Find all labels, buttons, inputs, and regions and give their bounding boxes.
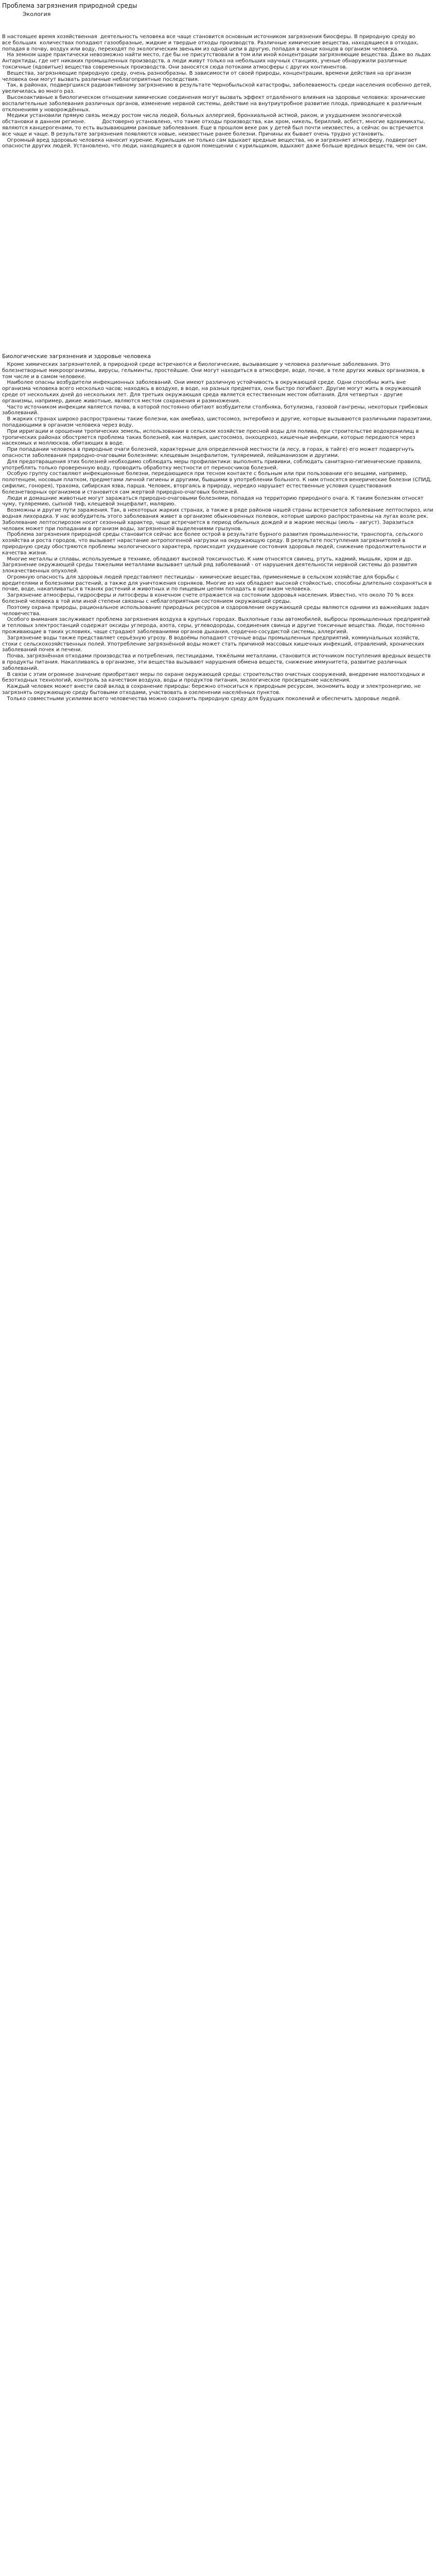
- section-heading: Биологические загрязнения и здоровье человека: [2, 353, 151, 360]
- page-title: Проблема загрязнения природной среды: [2, 2, 137, 9]
- intro-text: В настоящее время хозяйственная деятельность человека все чаще становится основным источником загрязнения биосферы. В природную среду во все больших количествах попадают газообразные, жидкие и твердые отходы производств. Различные химические вещества, находящиеся в отходах, попадая в почву, воздух или воду, переходят по экологическим звеньям из одной цепи в другую, попадая в конце концов в организм человека. На земном шаре практически невозможно найти место, где бы не присутствовали в том или иной концентрации загрязняющие вещества. Даже во льдах Антарктиды, где нет никаких промышленных производств, а люди живут только на небольших научных станциях, ученые обнаружили различные токсичные (ядовитые) вещества современных производств. Они заносятся сюда потоками атмосферы с других континентов. Вещества, загрязняющие природную среду, очень разнообразны. В зависимости от своей природы, концентрации, времени действия на организм человека они могут вызвать различные неблагоприятные последствия. Так, в районах, подвергшихся радиоактивному загрязнению в результате Чернобыльской катастрофы, заболеваемость среди населения особенно детей, увеличилась во много раз. Высокоактивные в биологическом отношении химические соединения могут вызвать эффект отдалённого влияния на здоровье человека: хронические воспалительные заболевания различных органов, изменение нервной системы, действие на внутриутробное развитие плода, приводящее к различным отклонениям у новорождённых. Медики установили прямую связь между ростом числа людей, больных аллергией, бронхиальной астмой, раком, и ухудшением экологической обстановки в данном регионе. Достоверно установлено, что такие отходы производства, как хром, никель, бериллий, асбест, многие ядохимикаты, являются канцерогенами, то есть вызывающими раковые заболевания. Еще в прошлом веке рак у детей был почти неизвестен, а сейчас он встречается все чаще и чаще. В результате загрязнения появляются новые, неизвестные ранее болезни. Причины их бывает очень трудно установить. Огромный вред здоровью человека наносит курение. Курильщик не только сам вдыхает вредные вещества, но и загрязняет атмосферу, подвергает опасности других людей. Установлено, что люди, находящиеся в одном помещении с курильщиком, вдыхают даже больше вредных веществ, чем он сам.: [2, 34, 432, 149]
- section-body: Кроме химических загрязнителей, в природной среде встречаются и биологические, вызывающие у человека различные заболевания. Это болезнетворные микроорганизмы, вирусы, гельминты, простейшие. Они могут находиться в атмосфере, воде, почве, в теле других живых организмов, в том числе и в самом человеке. Наиболее опасны возбудители инфекционных заболеваний. Они имеют различную устойчивость в окружающей среде. Одни способны жить вне организма человека всего несколько часов; находясь в воздухе, в воде, на разных предметах, они быстро погибают. Другие могут жить в окружающей среде от нескольких дней до нескольких лет. Для третьих окружающая среда является естественным местом обитания. Для четвертых - другие организмы, например, дикие животные, являются местом сохранения и размножения. Часто источником инфекции является почва, в которой постоянно обитают возбудители столбняка, ботулизма, газовой гангрены, некоторых грибковых заболеваний. В жарких странах широко распространены такие болезни, как амебиаз, шистосомоз, энтеробиоз и другие, которые вызываются различными паразитами, попадающими в организм человека через воду. При ирригации и орошении тропических земель, использовании в сельском хозяйстве пресной воды для полива, при строительстве водохранилищ в тропических районах обостряется проблема таких болезней, как малярия, шистосомоз, онхоцеркоз, кишечные инфекции, которые передаются через насекомых и моллюсков, обитающих в воде. При попадании человека в природные очаги болезней, характерные для определенной местности (в лесу, в горах, в тайге) его может подвергнуть опасности заболевания природно-очаговыми болезнями: клещевым энцефалитом, туляремией, лейшманиозом и другими. Для предотвращения этих болезней необходимо соблюдать меры профилактики: выполнять прививки, соблюдать санитарно-гигиенические правила, употреблять только проверенную воду, проводить обработку местности от переносчиков болезней. Особую группу составляют инфекционные болезни, передающиеся при тесном контакте с больным или при пользовании его вещами, например, полотенцем, носовым платком, предметами личной гигиены и другими, бывшими в употреблении больного. К ним относятся венерические болезни (СПИД, сифилис, гонорея), трахома, сибирская язва, парша. Человек, вторгаясь в природу, нередко нарушает естественные условия существования болезнетворных организмов и становится сам жертвой природно-очаговых болезней. Люди и домашние животные могут заражаться природно-очаговыми болезнями, попадая на территорию природного очага. К таким болезням относят чуму, туляремию, сыпной тиф, клещевой энцефалит, малярию. Возможны и другие пути заражения. Так, в некоторых жарких странах, а также в ряде районов нашей страны встречается заболевание лептоспироз, или водная лихорадка. У нас возбудитель этого заболевания живет в организме обыкновенных полевок, которые широко распространены на лугах возле рек. Заболевание лептоспирозом носит сезонный характер, чаще встречается в период обильных дождей и в жаркие месяцы (июль - август). Заразиться человек может при попадании в организм воды, загрязненной выделениями грызунов. Проблема загрязнения природной среды становится сейчас все более острой в результате бурного развития промышленности, транспорта, сельского хозяйства и роста городов, что вызывает нарастание антропогенной нагрузки на окружающую среду. В результате поступления загрязнителей в природную среду обостряются проблемы экологического характера, происходит ухудшение состояния здоровья людей, снижение продолжительности и качества жизни. Многие металлы и сплавы, используемые в технике, обладают высокой токсичностью. К ним относятся свинец, ртуть, кадмий, мышьяк, хром и др. Загрязнение окружающей среды тяжелыми металлами вызывает целый ряд заболеваний - от нарушения деятельности нервной системы до развития злокачественных опухолей. Огромную опасность для здоровья людей представляют пестициды - химические вещества, применяемые в сельском хозяйстве для борьбы с вредителями и болезнями растений, а также для уничтожения сорняков. Многие из них обладают высокой стойкостью, способны длительно сохраняться в почве, воде, накапливаться в тканях растений и животных и по пищевым цепям попадать в организм человека. Загрязнение атмосферы, гидросферы и литосферы в конечном счете отражается на состоянии здоровья населения. Известно, что около 70 % всех болезней человека в той или иной степени связаны с неблагоприятным состоянием окружающей среды. Поэтому охрана природы, рациональное использование природных ресурсов и оздоровление окружающей среды являются одними из важнейших задач человечества. Особого внимания заслуживает проблема загрязнения воздуха в крупных городах. Выхлопные газы автомобилей, выбросы промышленных предприятий и тепловых электростанций содержат оксиды углерода, азота, серы, углеводороды, соединения свинца и другие токсичные вещества. Люди, постоянно проживающие в таких условиях, чаще страдают заболеваниями органов дыхания, сердечно-сосудистой системы, аллергией. Загрязнение воды также представляет серьёзную угрозу. В водоёмы попадают сточные воды промышленных предприятий, коммунальных хозяйств, стоки с сельскохозяйственных полей. Употребление загрязнённой воды может стать причиной массовых кишечных инфекций, отравлений, хронических заболеваний почек и печени. Почва, загрязнённая отходами производства и потребления, пестицидами, тяжёлыми металлами, становится источником поступления вредных веществ в продукты питания. Накапливаясь в организме, эти вещества вызывают нарушения обмена веществ, снижение иммунитета, развитие различных заболеваний. В связи с этим огромное значение приобретают меры по охране окружающей среды: строительство очистных сооружений, внедрение малоотходных и безотходных технологий, контроль за качеством воздуха, воды и продуктов питания, экологическое просвещение населения. Каждый человек может внести свой вклад в сохранение природы: бережно относиться к природным ресурсам, экономить воду и электроэнергию, не загрязнять окружающую среду бытовыми отходами, участвовать в озеленении населённых пунктов. Только совместными усилиями всего человечества можно сохранить природную среду для будущих поколений и обеспечить здоровье людей.: [2, 362, 433, 702]
- page-subtitle: Экология: [23, 11, 51, 18]
